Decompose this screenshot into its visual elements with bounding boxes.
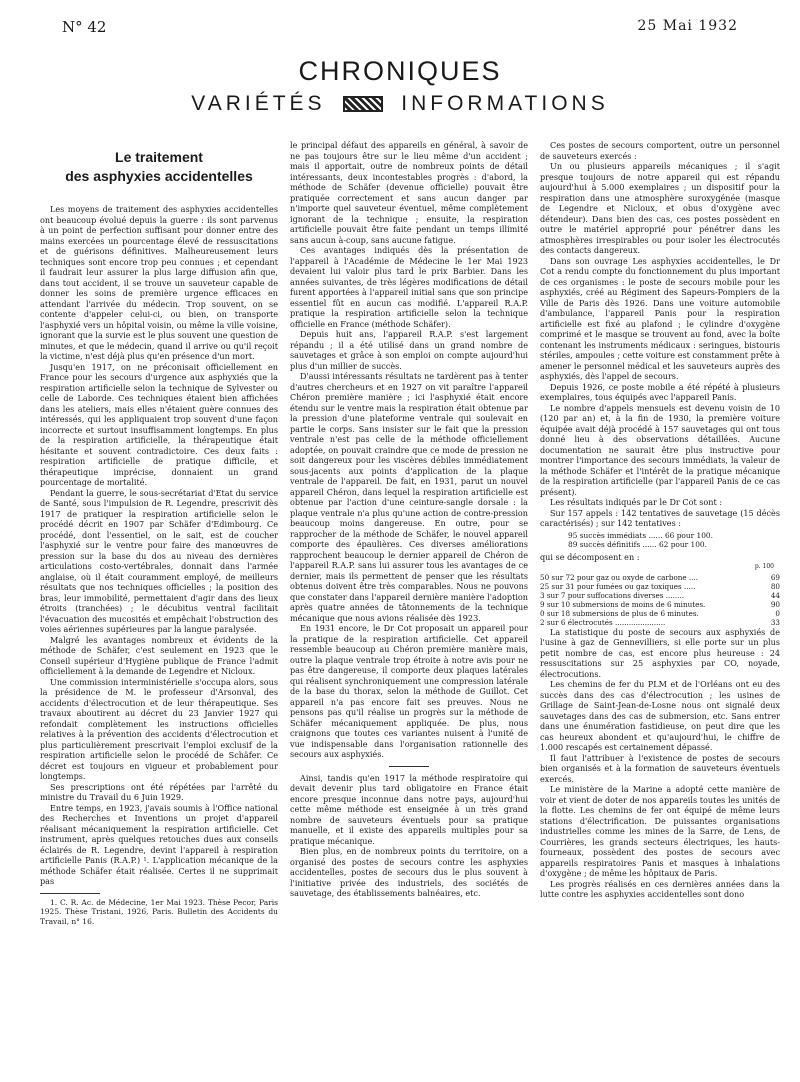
paragraph: Dans son ouvrage Les asphyxies accidentelles, le Dr Cot a rendu compte du fonctionnement du plus important de ces organismes : le poste de secours mobile pour les asphyxiés, créé au Régiment des Sapeurs-Pompiers de la Ville de Paris dès 1926. Dans une voiture automobile d'ambulance, l'appareil Panis pour la respiration artificielle est fixé au plafond ; le cylindre d'oxygène comprimé et le masque se trouvent au fond, avec la boîte contenant les instruments médicaux : seringues, bistouris stériles, ampoules ; cette voiture est constamment prête à amener le personnel médical et les sauveteurs auprès des asphyxiés, dès l'appel de secours. [540, 255, 780, 381]
paragraph: Entre temps, en 1923, j'avais soumis à l'Office national des Recherches et Inventions un projet d'appareil réalisant mécaniquement la respiration artificielle. Cet instrument, après quelques retouches dues aux conseils éclairés de R. Legendre, devint l'appareil à respiration artificielle Panis (R.A.P.) ¹. L'application mécanique de la méthode Schäfer était réalisée. Certes il ne supprimait pas [40, 802, 278, 886]
paragraph: Les chemins de fer du PLM et de l'Orléans ont eu des succès dans des cas d'électrocution ; les usines de Grillage de Saint-Jean-de-Losne nous ont signalé deux sauvetages dans des cas de submersion, etc. Sans entrer dans une énumération fastidieuse, on peut dire que les cas heureux abondent et qu'aujourd'hui, le chiffre de 1.000 rescapés est certainement dépassé. [540, 679, 780, 752]
results-table [540, 573, 780, 627]
paragraph: Le ministère de la Marine a adopté cette manière de voir et vient de doter de nos appareils toutes les unités de la flotte. Les chemins de fer ont équipé de même leurs stations d'électrification. De puissantes organisations industrielles comme les mines de la Sarre, de Lens, de Courrières, les grands secteurs électriques, les hauts-fourneaux, possèdent des postes de secours avec appareils respiratoires Panis et masques à inhalations d'oxygène ; de même les hôpitaux de Paris. [540, 784, 780, 878]
paragraph: Ces avantages indiqués dès la présentation de l'appareil à l'Académie de Médecine le 1er Mai 1923 devaient lui valoir plus tard le prix Barbier. Dans les années suivantes, de très légères modifications de détail furent apportées à l'appareil initial sans que son principe essentiel fût en aucun cas modifié. L'appareil R.A.P. pratique la respiration artificielle selon la technique officielle en France (méthode Schäfer). [290, 245, 528, 329]
stat-row: 89 succès définitifs ...... 62 pour 100. [568, 540, 707, 549]
table-row: 25 sur 31 pour fumées ou gaz toxiques ..... 80 [540, 581, 780, 591]
paragraph: Les progrès réalisés en ces dernières années dans la lutte contre les asphyxies accidentelles sont dono [540, 878, 780, 899]
paragraph: La statistique du poste de secours aux asphyxiés de l'usine à gaz de Gennevilliers, si elle porte sur un plus petit nombre de cas, est encore plus heureuse : 24 ressuscitations sur 25 asphyxies par CO, noyade, électrocutions. [540, 626, 780, 679]
column-2 [290, 140, 528, 899]
paragraph: Une commission interministérielle s'occupa alors, sous la présidence de M. le professeur d'Arsonval, des accidents d'électrocution et de leur thérapeutique. Ses travaux aboutirent au décret du 23 Janvier 1927 qui refondait complètement les instructions officielles relatives à la prévention des accidents d'électrocution et plus particulièrement prescrivait l'emploi exclusif de la respiration artificielle selon le procédé de Schäfer. Ce décret est toujours en vigueur et probablement pour longtemps. [40, 676, 278, 781]
paragraph: Ainsi, tandis qu'en 1917 la méthode respiratoire qui devait devenir plus tard obligatoire en France était encore presque inconnue dans notre pays, aujourd'hui cette même méthode est enseignée à un très grand nombre de sauveteurs éventuels pour sa pratique manuelle, et il existe des appareils multiples pour sa pratique mécanique. [290, 772, 528, 846]
paragraph: Pendant la guerre, le sous-secrétariat d'Etat du service de Santé, sous l'impulsion de R. Legendre, prescrivit dès 1917 de pratiquer la respiration artificielle selon le procédé décrit en 1907 par Schäfer d'Edimbourg. Ce procédé, dont l'essentiel, on le sait, est de coucher l'asphyxié sur le ventre pour faire des manœuvres de pression sur la base du dos au niveau des dernières articulations costo-vertébrales, donnait dans l'armée anglaise, où il était couramment employé, de meilleurs résultats que nos techniques officielles ; la position des bras, leur immobilité, permettaient d'agir dans des lieux étroits (tranchées) ; le décubitus ventral facilitait l'évacuation des mucosités et empêchait l'obstruction des voies aériennes supérieures par la langue paralysée. [40, 487, 278, 634]
table-row: 3 sur 7 pour suffocations diverses ........ 44 [540, 590, 780, 600]
table-row: 9 sur 10 submersions de moins de 6 minutes. 90 [540, 599, 780, 609]
masthead-title: CHRONIQUES [298, 56, 502, 86]
column-1 [40, 134, 278, 926]
success-stats [568, 531, 780, 550]
issue-date: 25 Mai 1932 [637, 18, 738, 34]
issue-number: N° 42 [62, 18, 107, 36]
masthead-subtitle [0, 92, 800, 116]
table-row: 0 sur 18 submersions de plus de 6 minutes. 0 [540, 608, 780, 618]
paragraph: Malgré les avantages nombreux et évidents de la méthode de Schäfer, c'est seulement en 1923 que le Conseil supérieur d'Hygiène publique de France l'admit officiellement à la demande de Legendre et Nicloux. [40, 634, 278, 676]
paragraph: Un ou plusieurs appareils mécaniques ; il s'agit presque toujours de notre appareil qui est répandu aujourd'hui à 5.000 exemplaires ; un dispositif pour la respiration dans une atmosphère suroxygénée (masque de Legendre et Nicloux, et obus d'oxygène avec détendeur). Dans bien des cas, ces postes possèdent en outre le matériel approprié pour pénétrer dans les atmosphères irrespirables ou pour isoler les électrocutés des contacts dangereux. [540, 161, 780, 255]
title-line-2: des asphyxies accidentelles [65, 168, 253, 184]
paragraph: Depuis 1926, ce poste mobile a été répété à plusieurs exemplaires, tous équipés avec l'appareil Panis. [540, 381, 780, 402]
paragraph: D'aussi intéressants résultats ne tardèrent pas à tenter d'autres chercheurs et en 1927 on vit paraître l'appareil Chéron première manière ; ici l'asphyxié était encore étendu sur le ventre mais la respiration était obtenue par la pression d'une plateforme ventrale qui soulevait en partie le corps. Sans insister sur le fait que la pression ventrale n'est pas celle de la méthode officiellement adoptée, on pouvait craindre que ce mode de pression ne soit dangereux pour les viscères débiles immédiatement sous-jacents aux points d'application de la plaque ventrale de l'appareil. De fait, en 1931, parut un nouvel appareil Chéron, dans lequel la respiration artificielle est obtenue par l'action d'une ceinture-sangle dorsale : la plaque ventrale n'a plus qu'une action de contre-pression beaucoup moins dangereuse. En outre, pour se rapprocher de la méthode de Schäfer, le nouvel appareil comporte des épaulières. Ces diverses améliorations rapprochent beaucoup le dernier appareil de Chéron de l'appareil R.A.P. sans lui assurer tous les avantages de ce dernier, mais ils permettent de penser que les résultats obtenus doivent être très comparables. Nous ne pouvons que constater dans l'appareil dernière manière l'adoption après quatre années de tâtonnements de la technique mécanique que nous avions réalisée dès 1923. [290, 371, 528, 623]
stat-row: 95 succès immédiats ...... 66 pour 100. [568, 530, 713, 540]
paragraph: le principal défaut des appareils en général, à savoir de ne pas toujours être sur le lieu même d'un accident ; mais il apportait, outre de nombreux points de détail intéressants, deux incontestables progrès : d'abord, la méthode de Schäfer (devenue officielle) pouvait être pratiquée correctement et sans aucun danger par n'importe quel sauveteur éventuel, même complètement ignorant de la technique ; ensuite, la respiration artificielle pouvait être faite pendant un temps illimité sans aucun à-coup, sans aucune fatigue. [290, 140, 528, 245]
paragraph: Bien plus, en de nombreux points du territoire, on a organisé des postes de secours contre les asphyxies accidentelles, postes de secours dus le plus souvent à l'initiative privée des industriels, des sociétés de sauvetage, des établissements balnéaires, etc. [290, 846, 528, 898]
table-row: 50 sur 72 pour gaz ou oxyde de carbone .... 69 [540, 572, 780, 582]
table-row: 2 sur 6 électrocutés ...................... 33 [540, 617, 780, 627]
section-divider [389, 766, 429, 767]
footnote: 1. C. R. Ac. de Médecine, 1er Mai 1923. Thèse Pecor, Paris 1925. Thèse Tristani, 1926, Paris. Bulletin des Accidents du Travail, n° 16. [40, 897, 278, 926]
paragraph: Jusqu'en 1917, on ne préconisait officiellement en France pour les secours d'urgence aux asphyxiés que la respiration artificielle selon la technique de Sylvester ou celle de Laborde. Ces techniques étaient bien affichées dans les ateliers, mais elles n'étaient guère connues des intéressés, qui les appliquaient trop souvent d'une façon incorrecte et surtout insuffisamment longtemps. En plus de la respiration artificielle, la thérapeutique était hésitante et souvent contradictoire. Ces deux faits : respiration artificielle de pratique difficile, et thérapeutique imprécise, donnaient un grand pourcentage de mortalité. [40, 361, 278, 487]
paragraph: Ces postes de secours comportent, outre un personnel de sauveteurs exercés : [540, 140, 780, 161]
paragraph: qui se décomposent en : [540, 551, 640, 562]
paragraph: En 1931 encore, le Dr Cot proposait un appareil pour la pratique de la respiration artificielle. Cet appareil ressemble beaucoup au Chéron première manière mais, outre la plaque ventrale trop étroite à notre avis pour ne pas être dangereuse, il comporte deux plaques latérales qui réalisent synchroniquement une compression latérale de la base du thorax, selon la méthode de Guillot. Cet appareil n'a pas encore fait ses preuves. Nous ne pensons pas qu'il réalise un progrès sur la méthode de Schäfer mécaniquement appliquée. De plus, nous craignons que toutes ces variantes nuisent à l'unité de vue indispensable dans l'organisation rationnelle des secours aux asphyxiés. [290, 623, 528, 759]
paragraph: Sur 157 appels : 142 tentatives de sauvetage (15 décès caractérisés) ; sur 142 tentatives : [540, 507, 780, 528]
paragraph: Ses prescriptions ont été répétées par l'arrêté du ministre du Travail du 6 Juin 1929. [40, 781, 278, 802]
paragraph: Les moyens de traitement des asphyxies accidentelles ont beaucoup évolué depuis la guerre : ils sont parvenus à un point de perfection suffisant pour donner entre des mains exercées un pourcentage élevé de ressuscitations et de guérisons définitives. Malheureusement leurs techniques sont encore trop peu connues ; et cependant il faudrait leur assurer la plus large diffusion afin que, dans tout accident, il se trouve un sauveteur capable de donner les soins de première urgence efficaces en attendant l'arrivée du médecin. Trop souvent, on se contente d'appeler celui-ci, ou bien, on transporte l'asphyxié vers un hôpital voisin, ou même la ville voisine, ignorant que la survie est le plus souvent une question de minutes, et que le médecin, quand il arrive ou qu'il reçoit la victime, n'est déjà plus qu'en présence d'un mort. [40, 204, 278, 361]
paragraph: Il faut l'attribuer à l'existence de postes de secours bien organisés et à la formation de sauveteurs éventuels exercés. [540, 752, 780, 784]
ornament-icon [343, 96, 383, 112]
paragraph: Le nombre d'appels mensuels est devenu voisin de 10 (120 par an) et, à la fin de 1930, la première voiture équipée avait déjà procédé à 157 sauvetages qui ont tous donné lieu à des observations détaillées. Aucune documentation ne saurait être plus instructive pour montrer l'importance des secours immédiats, la valeur de la méthode Schäfer et l'intérêt de la pratique mécanique de la respiration artificielle (par l'appareil Panis de ce cas présent). [540, 402, 780, 497]
paragraph: Depuis huit ans, l'appareil R.A.P. s'est largement répandu ; il a été utilisé dans un grand nombre de sauvetages et grâce à son emploi on compte aujourd'hui plus d'un millier de succès. [290, 329, 528, 371]
masthead-informations: INFORMATIONS [401, 92, 609, 115]
percent-header: p. 100 [754, 563, 774, 570]
paragraph: Les résultats indiqués par le Dr Cot sont : [550, 497, 723, 507]
column-3 [540, 140, 780, 900]
title-line-1: Le traitement [115, 149, 203, 165]
masthead-varietes: VARIÉTÉS [191, 92, 326, 115]
article-title [40, 148, 278, 186]
footnote-rule [40, 893, 100, 894]
